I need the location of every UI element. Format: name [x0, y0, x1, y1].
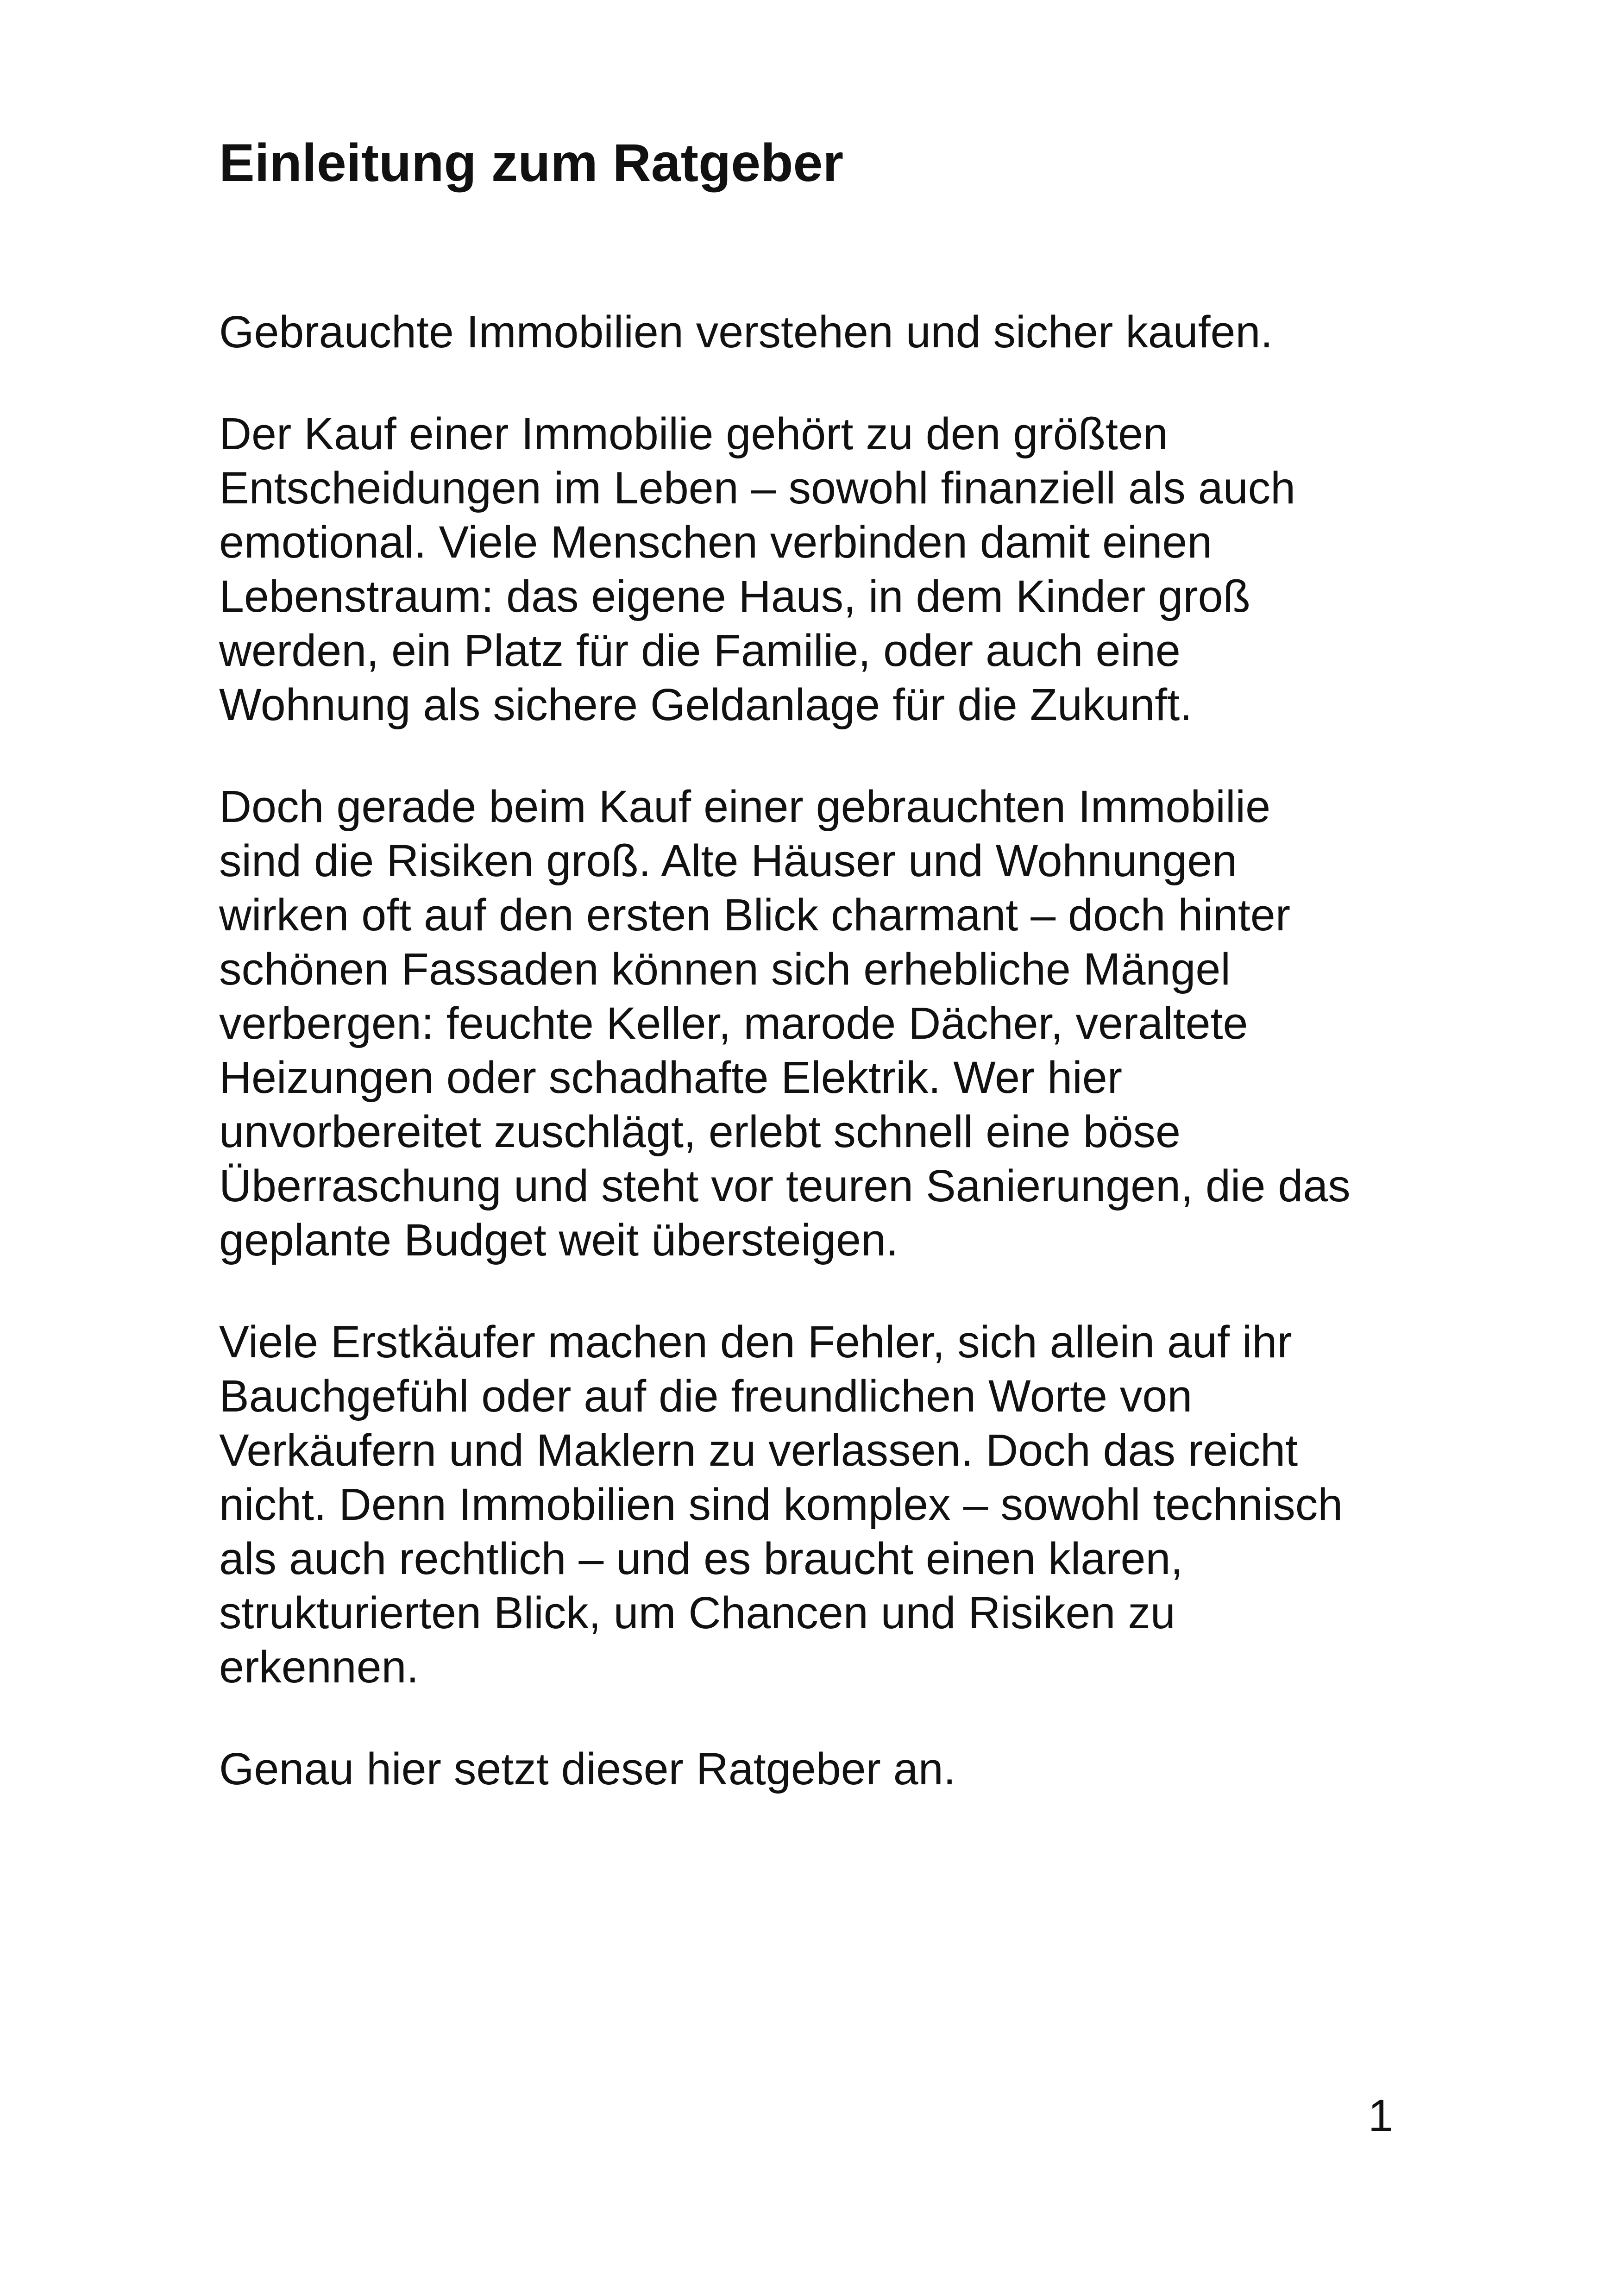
page-title: Einleitung zum Ratgeber [219, 133, 844, 193]
paragraph-4: Genau hier setzt dieser Ratgeber an. [219, 1744, 956, 1794]
paragraph-subtitle: Gebrauchte Immobilien verstehen und sicher kaufen. [219, 307, 1273, 357]
paragraph-2: Doch gerade beim Kauf einer gebrauchten Immobilie sind die Risiken groß. Alte Häuser und Wohnungen wirken oft auf den ersten Blick charmant – doch hinter schönen Fassaden können sich erhebliche Mängel verbergen: feuchte Keller, marode Dächer, veraltete Heizungen oder schadhafte Elektrik. Wer hier unvorbereitet zuschlägt, erlebt schnell eine böse Überraschung und steht vor teuren Sanierungen, die das geplante Budget weit übersteigen. [219, 781, 1351, 1265]
paragraph-3: Viele Erstkäufer machen den Fehler, sich allein auf ihr Bauchgefühl oder auf die freundlichen Worte von Verkäufern und Maklern zu verlassen. Doch das reicht nicht. Denn Immobilien sind komplex – sowohl technisch als auch rechtlich – und es braucht einen klaren, strukturierten Blick, um Chancen und Risiken zu erkennen. [219, 1317, 1343, 1692]
paragraph-1: Der Kauf einer Immobilie gehört zu den größten Entscheidungen im Leben – sowohl finanziell als auch emotional. Viele Menschen verbinden damit einen Lebenstraum: das eigene Haus, in dem Kinder groß werden, ein Platz für die Familie, oder auch eine Wohnung als sichere Geldanlage für die Zukunft. [219, 408, 1296, 730]
page-number: 1 [1368, 2090, 1393, 2141]
body-text [219, 305, 1433, 1844]
